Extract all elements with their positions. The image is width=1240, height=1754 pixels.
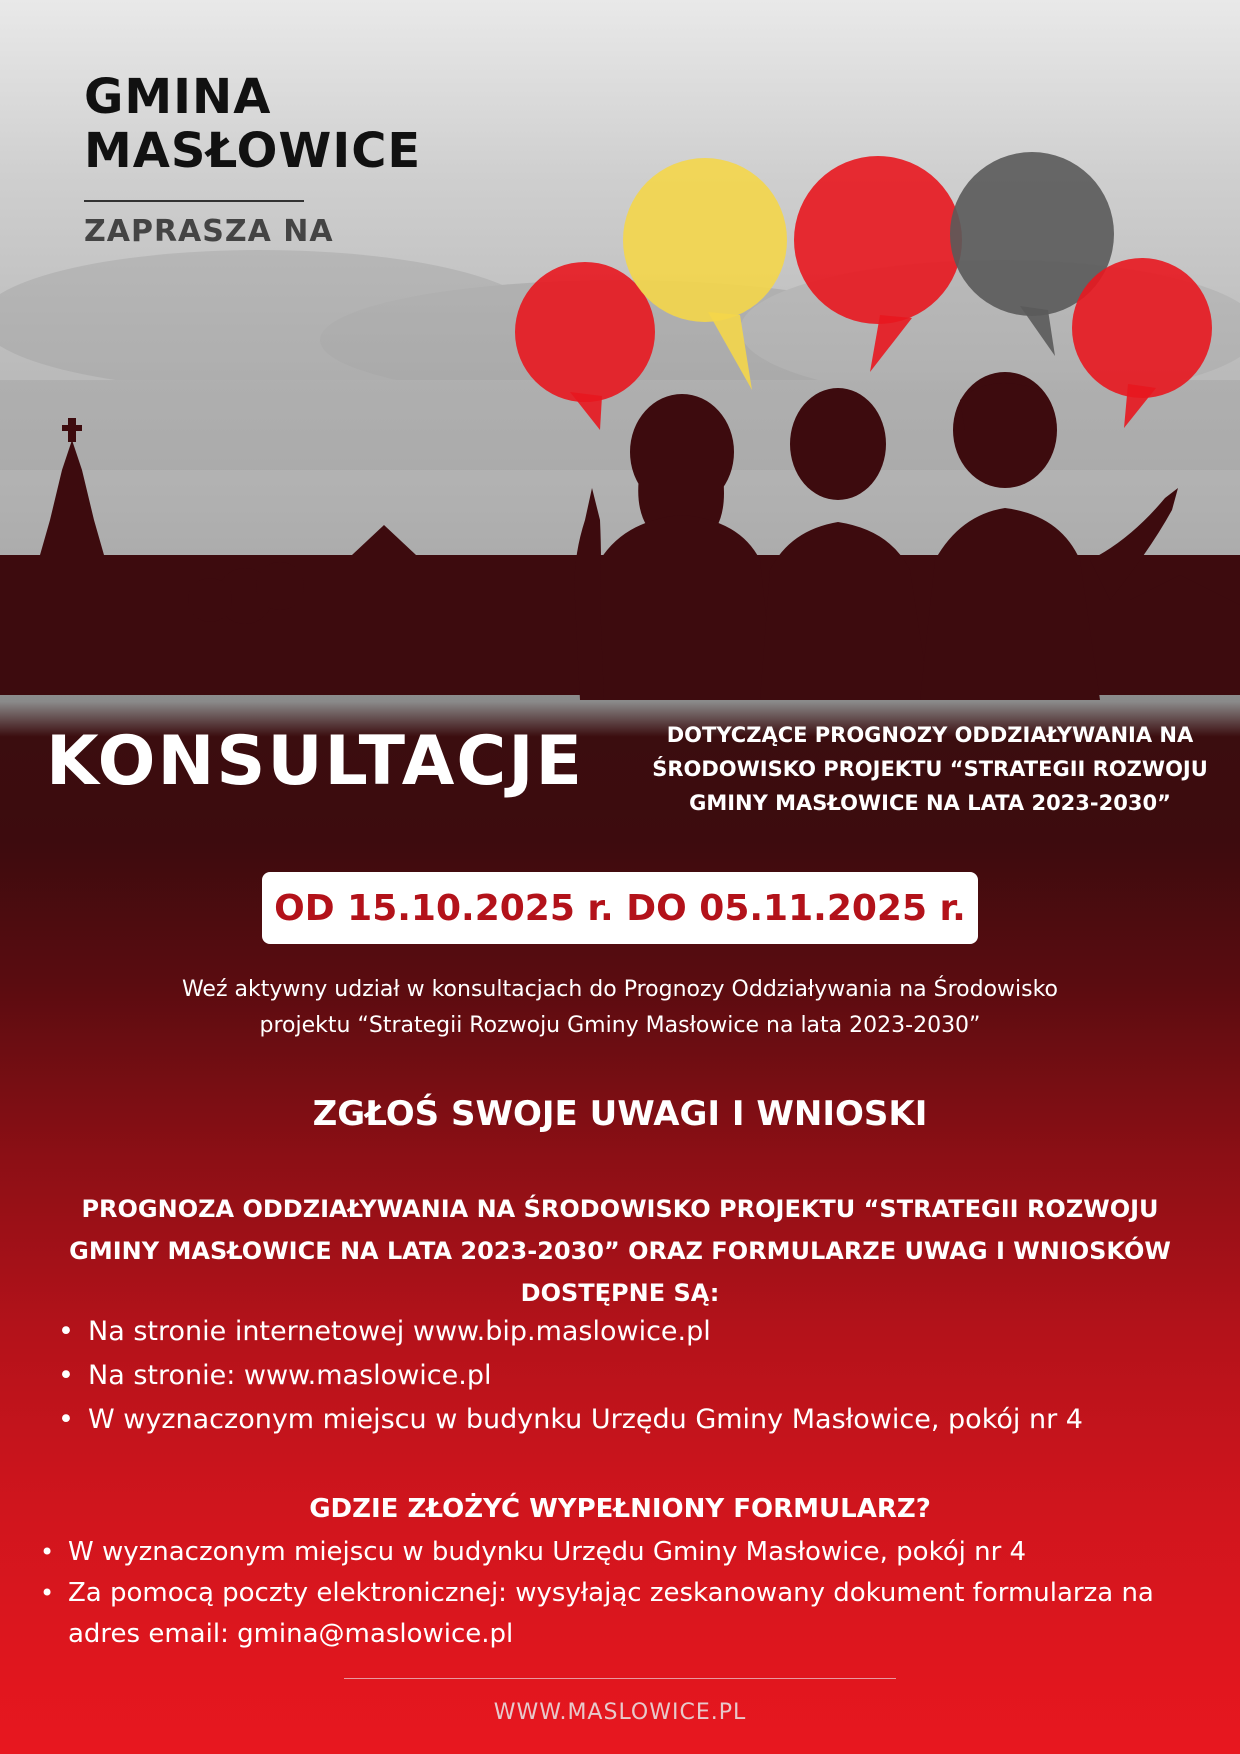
list-item: • Na stronie internetowej www.bip.maslowice.pl [56,1310,1216,1354]
page-title: KONSULTACJE [46,722,585,801]
title-description-line: GMINY MASŁOWICE NA LATA 2023-2030” [689,791,1171,815]
tree-silhouette [188,578,232,622]
footer-divider [344,1678,896,1679]
brand-name-line1: GMINA [84,69,272,125]
title-description [630,718,1230,820]
brand-invite: ZAPRASZA NA [84,214,334,249]
raised-hand-icon [574,488,604,700]
brand-divider [84,200,304,202]
speech-bubble-icon [1072,258,1212,398]
availability-list [56,1310,1216,1442]
submission-heading: GDZIE ZŁOŻYĆ WYPEŁNIONY FORMULARZ? [309,1494,931,1524]
date-range-text: OD 15.10.2025 r. DO 05.11.2025 r. [274,887,966,929]
person-body [920,508,1100,700]
call-to-action-heading: ZGŁOŚ SWOJE UWAGI I WNIOSKI [312,1094,928,1134]
intro-line: projektu “Strategii Rozwoju Gminy Masłowice na lata 2023-2030” [259,1013,981,1038]
intro-text [90,972,1150,1044]
person-head-icon [790,388,886,500]
footer-website[interactable]: WWW.MASLOWICE.PL [493,1700,747,1725]
availability-heading-line: DOSTĘPNE SĄ: [520,1279,720,1307]
list-item: • W wyznaczonym miejscu w budynku Urzędu Gminy Masłowice, pokój nr 4 [38,1532,1218,1573]
intro-line: Weź aktywny udział w konsultacjach do Prognozy Oddziaływania na Środowisko [181,977,1059,1002]
tree-silhouette [256,562,304,610]
date-range-box [262,872,978,944]
person-body [760,522,930,700]
submission-list [38,1532,1218,1655]
availability-heading-line: PROGNOZA ODDZIAŁYWANIA NA ŚRODOWISKO PROJEKTU “STRATEGII ROZWOJU [81,1195,1159,1223]
brand-name-line2: MASŁOWICE [84,123,422,179]
speech-bubble-icon [515,262,655,402]
brand-block [84,70,421,178]
title-description-line: DOTYCZĄCE PROGNOZY ODDZIAŁYWANIA NA [666,723,1194,747]
availability-heading-line: GMINY MASŁOWICE NA LATA 2023-2030” ORAZ FORMULARZE UWAG I WNIOSKÓW [69,1237,1171,1265]
list-item: • Za pomocą poczty elektronicznej: wysyłając zeskanowany dokument formularza na adres email: gmina@maslowice.pl [38,1573,1218,1655]
speech-bubble-icon [623,158,787,322]
list-item: • Na stronie: www.maslowice.pl [56,1354,1216,1398]
building-silhouette [352,525,416,610]
speech-bubble-icon [794,156,962,324]
person-body [590,515,775,700]
availability-heading [20,1188,1220,1314]
title-description-line: ŚRODOWISKO PROJEKTU “STRATEGII ROZWOJU [652,757,1208,781]
list-item: • W wyznaczonym miejscu w budynku Urzędu Gminy Masłowice, pokój nr 4 [56,1398,1216,1442]
